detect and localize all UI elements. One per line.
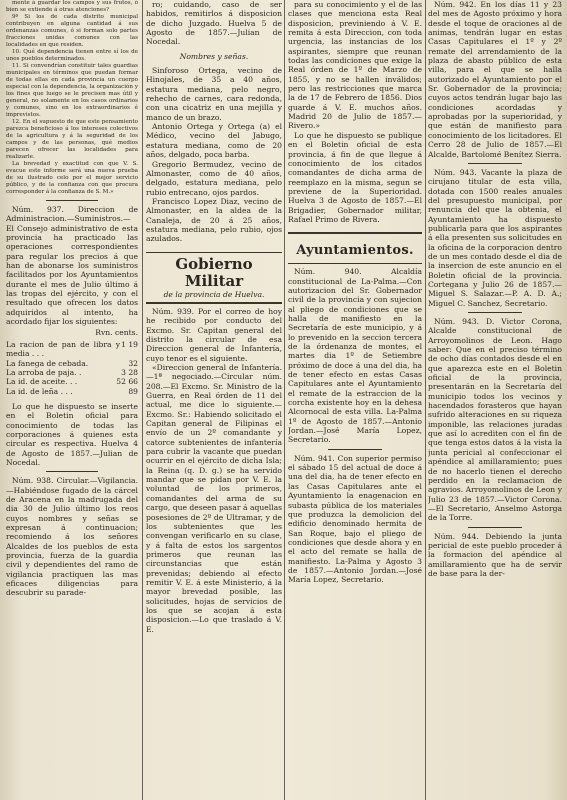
question-paragraph: 10. Qué dependencia tienen entre sí los de unos pueblos determinados. [6, 49, 138, 62]
question-paragraph: 11. Si convendrían constituir tales guardias municipales en términos que puedan formar de todas ellas en cada provincia un cuerpo especial con la dependencia, la organización y los fines que luego se le precisen mas útil y general, no solamente en los casos ordinarios y comunes, sino en los extraordinarios é imprevistos. [6, 63, 138, 118]
fugitive-entry: Sinforoso Ortega, vecino de Hinojales, de 35 a 40 años, estatura mediana, pelo negro, rehecho de carnes, cara redonda, con una cicatriz en una mejilla y manco de un brazo. [146, 66, 282, 122]
column-rule [284, 0, 285, 800]
notice-940: Núm. 940. Alcaldía constitucional de La-Palma.—Con autorizacion del Sr. Gobernador civil de la provincia y con sujecion al pliego de condiciones que se halla de manifiesto en la Secretaría de este municipio, y á lo prevenido en la seccion tercera de la órdenanza de montes, el martes dia 1º de Setiembre próximo de doce á una del dia, ha de tener efecto en estas Casas Capitulares ante el Ayuntamiento el remate de la estraccion de la corcha existente hoy en la dehesa Alcornocal de esta villa. La-Palma 1º de Agosto de 1857.—Antonio Jordan.—José María Lopez, Secretario. [288, 267, 422, 445]
column-rule [142, 0, 143, 800]
section-rule [288, 263, 422, 265]
continuation-paragraph: ro; cuidando, caso de ser habidos, remitirlos á disposicion de dicho Juzgado. Huelva 5 de Agosto de 1857.—Julian de Nocedal. [146, 0, 282, 47]
separator [468, 312, 522, 313]
column-3 [288, 0, 422, 800]
notice-942: Núm. 942. En los días 11 y 23 del mes de Agosto próximo y hora desde el toque de oraciones al de animas, tendrán lugar en estas Casas Capitulares el 1º y 2º remate del arrendamiento de la plaza de abasto público de esta villa, para el que se halla autorizado el Ayuntamiento por el Sr. Gobernador de la provincia; cuyos actos tendrán lugar bajo las condiciones acordadas y aprobadas por la superioridad, y que están de manifiesto para conocimiento de los licitadores. El Cerro 28 de Julio de 1857.—El Alcalde, Bartolomé Benítez Sierra. [428, 0, 562, 159]
price-header: Rvn. cents. [95, 328, 138, 338]
notice-943b: Núm. 943. D. Victor Corona, Alcalde constitucional de Arroyomolinos de Leon. Hago saber: Que en el preciso término de ocho días contados desde el en que aparezca este en el Boletin oficial de la provincia, presentarán en la Secretaría del municipio todos los vecinos y hacendados forasteros que hayan sufrido alteraciones en su riqueza imponible, las relaciones juradas que así lo acrediten con el fin de que tenga estos datos á la vista la junta pericial al confeccionar el apéndice al amillaramiento; pues de no hacerlo tienen el derecho perdido en la reclamacion de agravios. Arroyomolinos de Leon y Julio 23 de 1857.—Victor Corona.—El Secretario, Anselmo Astorga de la Torre. [428, 317, 562, 523]
separator [46, 200, 99, 201]
price-row: La fanega de cebada. 32 [6, 358, 138, 368]
column-rule [425, 0, 426, 800]
column-2 [146, 0, 282, 800]
fugitive-entry: Gregorio Bermudez, vecino de Almonaster, como de 40 años, delgado, estatura mediana, pelo rubio entrecano, ojos pardos. [146, 159, 282, 197]
separator [468, 163, 522, 164]
column-4 [428, 0, 562, 800]
section-subtitle: de la provincia de Huelva. [163, 290, 265, 300]
notice-939: Núm. 939. Por el correo de hoy he recibido por conducto del Excmo. Sr. Capitan general del distrito la circular de esa Direccion general de Infantería, cuyo tenor es el siguiente. [146, 306, 282, 363]
price-row: La arroba de paja. . 3 28 [6, 367, 138, 377]
price-row: La id. de aceite. . . 52 66 [6, 377, 138, 387]
notice-941: Núm. 941. Con superior permiso el sábado 15 del actual de doce á una del dia, ha de tener efecto en las Casas Capitulares ante el Ayuntamiento la enagenacion en subasta pública de los materiales que produzca la demolicion del edificio denominado hermita de San Roque, bajo el pliego de condiciones que desde ahora y en el acto del remate se halla de manifiesto. La-Palma y Agosto 3 de 1857.—Antonio Jordan.—José María Lopez, Secretario. [288, 453, 422, 585]
notice-944: Núm. 944. Debiendo la junta pericial de este pueblo proceder á la formacion del apéndice al amillaramiento que ha de servir de base para la der- [428, 531, 562, 578]
section-rule [146, 252, 282, 254]
notice-937: Núm. 937. Direccion de Administracion.—Suministros.—El Consejo administrativo de esta provincia ha practicado las operaciones correspondientes para regular los precios á que han de abonarse los suministros facilitados por los Ayuntamientos durante el mes de Julio último á las tropas del ejército, y con el resultado que ofrecen los datos adquiridos al intento, ha acordado fijar los siguientes: [6, 205, 138, 327]
insert-note: Lo que he dispuesto se inserte en el Boletin oficial para conocimiento de todas las corporaciones á quienes esta circular es respectiva. Huelva 4 de Agosto de 1857.—Julian de Nocedal. [6, 401, 138, 467]
column-1 [6, 0, 138, 800]
section-rule [146, 302, 282, 304]
continuation-paragraph: para su conocimiento y el de las clases que menciona esta Real disposicion, previniendo á V. E. remita á esta Direccion, con toda urgencia, las instancias de los aspirantes, siempre que reunan todas las condiciones que exige la Real órden de 1º de Marzo de 1855, y no se hallen inválidos; pero las restricciones que marca la de 17 de Febrero de 1856. Dios guarde á V. E. muchos años. Madrid 20 de Julio de 1857.—Rivero.» [288, 0, 422, 131]
notice-943: Núm. 943. Vacante la plaza de cirujano titular de esta villa, dotada con 1500 reales anuales del presupuesto municipal, por renuncia del que la obtenia, el Ayuntamiento ha dispuesto publicarla para que los aspirantes á ella presenten sus solicitudes en la oficina de la corporacion dentro de un mes contado desde el dia de la insercion de este anuncio en el Boletin oficial de la provincia. Cortegana y Julio 26 de 1857.—Miguel S. Salazar.—P. A. D. A.; Miguel C. Sanchez, Secretario. [428, 167, 562, 308]
price-row: La id. de leña . . . 89 [6, 386, 138, 396]
section-rule [288, 232, 422, 234]
subheading: Nombres y señas. [179, 51, 249, 61]
section-title: Gobierno Militar [175, 255, 253, 291]
fugitive-entry: Francisco Lopez Diaz, vecino de Almonaster, en la aldea de la Canaleja, de 20 á 25 años, estatura mediana, pelo rubio, ojos azulados. [146, 196, 282, 244]
notice-939-body: «Direccion general de Infantería.—1ª negociado.—Circular núm. 208.—El Excmo. Sr. Ministro de la Guerra, en Real órden de 11 del actual, me dice lo siguiente.—Excmo. Sr.: Habiendo solicitado el Capitan general de Filipinas el envío de un 2º comandante y catorce subtenientes de infantería para cubrir la vacante que puedan ocurrir en el ejército de dicha Isla; la Reina (q. D. g.) se ha servido mandar que se pidan por V. E. la voluntad de los primeros, comandantes del arma de su cargo, que deseen pasar á aquellas posesiones de 2º de Ultramar, y de los subtenientes que les convengan verificarlo en su clase, y á falta de estos los sargentos primeros que reunan las circunstancias que están prevenidas; debiendo al efecto remitir V. E. á este Ministerio, á la mayor brevedad posible, las solicitudes, hojas de servicios de los que se acojan á esta disposicion.—Lo que traslado á V. E. [146, 363, 282, 634]
separator [46, 471, 99, 472]
price-row: La racion de pan de libra y media . . . 1 19 [6, 339, 138, 359]
publication-note: Lo que he dispuesto se publique en el Boletin oficial de esta provincia, á fin de que llegue á conocimiento de los citados comandantes de dicha arma de reemplazo en la misma, segun se previene de la Superioridad. Huelva 3 de Agosto de 1857.—El Brigadier, Gobernador militar, Rafael Primo de Rivera. [288, 130, 422, 224]
question-paragraph: 12. En el supuesto de que este pensamiento parezca beneficioso á los intereses colectivos de la agricultura y á la seguridad de los campos y de las personas, qué medios parecen ofrecer las localidades para realizarle. [6, 119, 138, 160]
separator [468, 527, 522, 528]
notice-938: Núm. 938. Circular.—Vigilancia.—Habiéndose fugado de la cárcel de Aracena en la madrugada del dia 30 de Julio último los reos cuyos nombres y señas se expresan á continuacion; recomiendo á los señores Alcaldes de los pueblos de esta provincia, fuerza de la guardia civil y dependientes del ramo de vigilancia practiquen las mas eficaces diligencias para descubrir su parade- [6, 476, 138, 598]
fugitive-entry: Antonio Ortega y Ortega (a) el Médico, vecino del Jabugo, estatura mediana, como de 20 años, delgado, poca barba. [146, 122, 282, 160]
question-paragraph: mente á guardar los campos y sus frutos, ó bien se extiende á otras atenciones? [6, 0, 138, 13]
separator [328, 449, 382, 450]
questionnaire-block [6, 0, 138, 196]
question-paragraph: 9º Si los de cada distrito municipal contribuyen en alguna cantidad á sus ordenanzas comunes, ó si forman solo partes fracciones unidas comunes con las localidades en que residen. [6, 14, 138, 48]
question-paragraph: La brevedad y exactitud con que V. S. evacue este informe será una nueva prueba de su ilustrado celo por el mejor servicio público, y de la confianza con que procura corresponder á la confianza de S. M.» [6, 161, 138, 195]
price-table [6, 340, 138, 396]
section-title: Ayuntamientos. [296, 242, 414, 258]
